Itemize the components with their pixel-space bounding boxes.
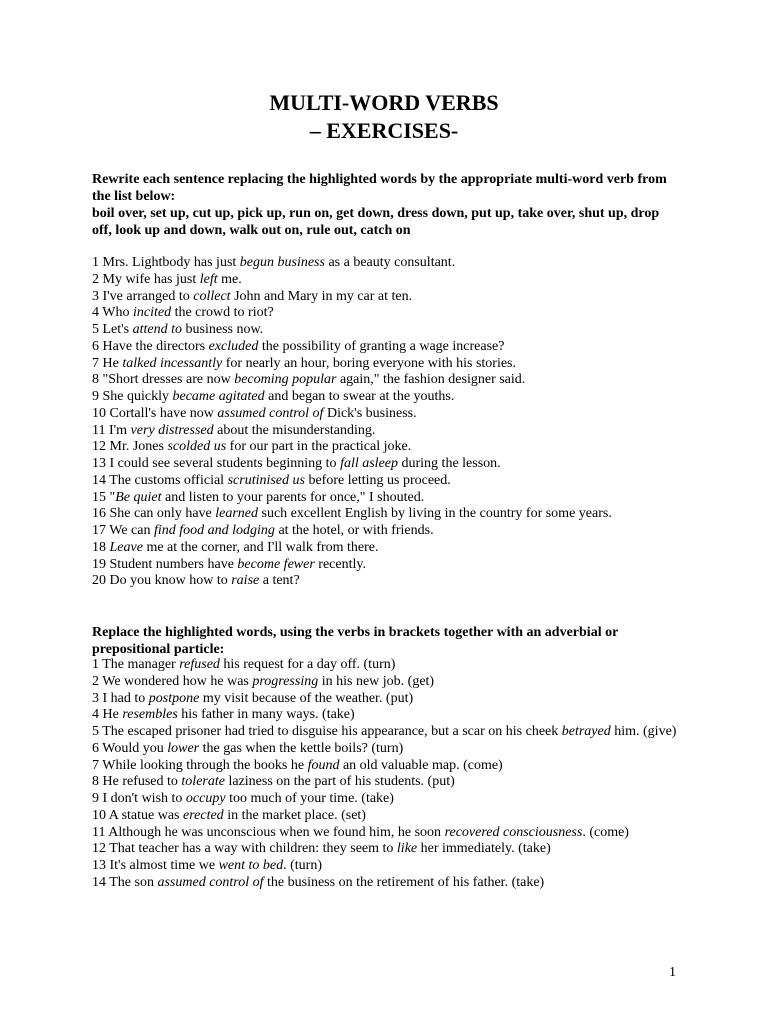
exercise-sentence	[92, 356, 692, 373]
sentence-text: 14 The son	[92, 874, 158, 890]
highlighted-phrase: Be quiet	[115, 489, 162, 505]
sentence-text: 3 I had to	[92, 690, 149, 706]
sentence-text: 5 Let's	[92, 322, 133, 337]
highlighted-phrase: collect	[193, 288, 231, 304]
page-number: 1	[669, 965, 676, 980]
highlighted-phrase: erected	[183, 807, 224, 823]
sentence-text: for nearly an hour, boring everyone with his stories.	[222, 355, 517, 371]
sentence-text: a tent?	[259, 573, 300, 589]
exercise-sentence	[92, 255, 692, 272]
highlighted-phrase: very distressed	[130, 422, 214, 438]
highlighted-phrase: left	[199, 271, 218, 287]
sentence-text: 8 He refused to	[92, 774, 182, 790]
exercise-sentence	[92, 473, 692, 490]
highlighted-phrase: tolerate	[181, 774, 225, 790]
exercise-sentence	[92, 456, 692, 473]
sentence-text: 14 The customs official	[92, 472, 228, 488]
sentence-text: 4 He	[92, 707, 123, 723]
exercise-sentence	[92, 825, 692, 842]
highlighted-phrase: scrutinised us	[227, 472, 305, 488]
highlighted-phrase: occupy	[185, 791, 226, 806]
highlighted-phrase: begun business	[239, 255, 325, 270]
highlighted-phrase: betrayed	[561, 724, 611, 739]
sentence-text: and listen to your parents for once," I shouted.	[161, 489, 425, 505]
exercise-sentence	[92, 573, 692, 590]
section1-verb-list: boil over, set up, cut up, pick up, run on, get down, dress down, put up, take over, shut up, drop off, look up and down, walk out on, rule out, catch on	[92, 206, 660, 238]
sentence-text: me at the corner, and I'll walk from there.	[142, 539, 379, 555]
highlighted-phrase: progressing	[252, 673, 319, 689]
highlighted-phrase: went to bed	[218, 858, 284, 873]
highlighted-phrase: assumed control of	[217, 405, 324, 421]
sentence-text: his father in many ways. (take)	[177, 707, 355, 723]
section2-sentence-list	[92, 657, 692, 892]
exercise-sentence	[92, 758, 692, 775]
exercise-sentence	[92, 322, 692, 339]
sentence-text: in his new job. (get)	[318, 673, 435, 689]
sentence-text: for our part in the practical joke.	[226, 439, 412, 455]
sentence-text: 18	[92, 539, 110, 555]
highlighted-phrase: excluded	[208, 338, 259, 354]
exercise-sentence	[92, 774, 692, 791]
highlighted-phrase: Leave	[109, 539, 143, 555]
section2-instruction: Replace the highlighted words, using the verbs in brackets together with an adverbial or prepositional particle:	[92, 625, 619, 657]
sentence-text: 11 Although he was unconscious when we found him, he soon	[92, 824, 445, 840]
highlighted-phrase: recovered consciousness	[444, 824, 583, 840]
exercise-sentence	[92, 490, 692, 507]
sentence-text: as a beauty consultant.	[324, 255, 456, 270]
sentence-text: his request for a day off. (turn)	[219, 657, 396, 672]
exercise-sentence	[92, 858, 692, 875]
sentence-text: 1 Mrs. Lightbody has just	[92, 255, 240, 270]
exercise-sentence	[92, 272, 692, 289]
sentence-text: recently.	[314, 556, 366, 572]
sentence-text: 19 Student numbers have	[92, 556, 238, 572]
sentence-text: during the lesson.	[398, 456, 501, 471]
highlighted-phrase: assumed control of	[157, 874, 264, 890]
exercise-sentence	[92, 423, 692, 440]
sentence-text: 7 While looking through the books he	[92, 757, 308, 773]
exercise-sentence	[92, 707, 692, 724]
sentence-text: 10 A statue was	[92, 807, 183, 823]
sentence-text: 2 We wondered how he was	[92, 673, 253, 689]
highlighted-phrase: became agitated	[172, 389, 265, 404]
highlighted-phrase: found	[307, 757, 340, 773]
sentence-text: him. (give)	[610, 724, 677, 739]
sentence-text: 20 Do you know how to	[92, 573, 232, 589]
sentence-text: 9 I don't wish to	[92, 791, 186, 806]
sentence-text: 10 Cortall's have now	[92, 405, 218, 421]
highlighted-phrase: find food and lodging	[153, 523, 275, 538]
sentence-text: 16 She can only have	[92, 506, 216, 522]
sentence-text: her immediately. (take)	[417, 841, 551, 857]
page-subtitle: – EXERCISES-	[309, 118, 459, 143]
sentence-text: 6 Have the directors	[92, 338, 209, 354]
sentence-text: 11 I'm	[92, 422, 131, 438]
sentence-text: John and Mary in my car at ten.	[230, 288, 413, 304]
sentence-text: 4 Who	[92, 305, 133, 321]
sentence-text: . (come)	[582, 824, 629, 840]
exercise-sentence	[92, 691, 692, 708]
exercise-sentence	[92, 289, 692, 306]
sentence-text: the gas when the kettle boils? (turn)	[199, 740, 404, 756]
highlighted-phrase: become fewer	[237, 556, 315, 572]
highlighted-phrase: resembles	[122, 707, 178, 723]
exercise-sentence	[92, 439, 692, 456]
highlighted-phrase: raise	[231, 573, 260, 589]
highlighted-phrase: like	[396, 841, 418, 857]
highlighted-phrase: lower	[167, 740, 200, 756]
exercise-sentence	[92, 540, 692, 557]
sentence-text: . (turn)	[283, 858, 322, 873]
sentence-text: Dick's business.	[323, 405, 417, 421]
exercise-sentence	[92, 841, 692, 858]
sentence-text: before letting us proceed.	[304, 472, 451, 488]
sentence-text: at the hotel, or with friends.	[274, 523, 434, 538]
sentence-text: the possibility of granting a wage increase?	[258, 338, 505, 354]
highlighted-phrase: incited	[132, 305, 172, 321]
sentence-text: business now.	[182, 322, 264, 337]
exercise-sentence	[92, 808, 692, 825]
sentence-text: 9 She quickly	[92, 389, 173, 404]
exercise-sentence	[92, 339, 692, 356]
sentence-text: 13 I could see several students beginning to	[92, 456, 341, 471]
sentence-text: 7 He	[92, 355, 123, 371]
sentence-text: about the misunderstanding.	[213, 422, 376, 438]
sentence-text: my visit because of the weather. (put)	[199, 690, 414, 706]
exercise-sentence	[92, 557, 692, 574]
highlighted-phrase: talked incessantly	[122, 355, 223, 371]
exercise-sentence	[92, 674, 692, 691]
sentence-text: 3 I've arranged to	[92, 288, 194, 304]
exercise-sentence	[92, 724, 692, 741]
exercise-sentence	[92, 791, 692, 808]
sentence-text: 12 Mr. Jones	[92, 439, 168, 455]
sentence-text: too much of your time. (take)	[225, 791, 394, 806]
exercise-sentence	[92, 657, 692, 674]
sentence-text: such excellent English by living in the country for some years.	[258, 506, 612, 522]
highlighted-phrase: postpone	[148, 690, 200, 706]
sentence-text: 12 That teacher has a way with children: they seem to	[92, 841, 397, 857]
exercise-sentence	[92, 406, 692, 423]
exercise-sentence	[92, 506, 692, 523]
page-title: MULTI-WORD VERBS	[269, 90, 499, 115]
sentence-text: 15 "	[92, 489, 116, 505]
sentence-text: 13 It's almost time we	[92, 858, 219, 873]
sentence-text: in the market place. (set)	[223, 807, 366, 823]
exercise-sentence	[92, 523, 692, 540]
sentence-text: an old valuable map. (come)	[339, 757, 503, 773]
sentence-text: the business on the retirement of his father. (take)	[263, 874, 545, 890]
sentence-text: laziness on the part of his students. (put)	[224, 774, 455, 790]
sentence-text: 1 The manager	[92, 657, 180, 672]
sentence-text: 8 "Short dresses are now	[92, 372, 235, 388]
exercise-sentence	[92, 305, 692, 322]
highlighted-phrase: learned	[215, 506, 259, 522]
sentence-text: me.	[217, 271, 242, 287]
highlighted-phrase: refused	[179, 657, 220, 672]
sentence-text: 17 We can	[92, 523, 154, 538]
exercise-sentence	[92, 372, 692, 389]
sentence-text: 5 The escaped prisoner had tried to disguise his appearance, but a scar on his cheek	[92, 724, 562, 739]
sentence-text: and began to swear at the youths.	[264, 389, 455, 404]
highlighted-phrase: scolded us	[167, 439, 227, 455]
highlighted-phrase: attend to	[132, 322, 183, 337]
exercise-sentence	[92, 875, 692, 892]
highlighted-phrase: fall asleep	[340, 456, 398, 471]
section1-sentence-list	[92, 255, 692, 590]
exercise-sentence	[92, 741, 692, 758]
exercise-sentence	[92, 389, 692, 406]
sentence-text: 6 Would you	[92, 740, 168, 756]
section1-instruction: Rewrite each sentence replacing the highlighted words by the appropriate multi-word verb from the list below:	[92, 172, 667, 204]
sentence-text: again," the fashion designer said.	[336, 372, 526, 388]
sentence-text: 2 My wife has just	[92, 271, 200, 287]
highlighted-phrase: becoming popular	[234, 372, 337, 388]
sentence-text: the crowd to riot?	[171, 305, 274, 321]
